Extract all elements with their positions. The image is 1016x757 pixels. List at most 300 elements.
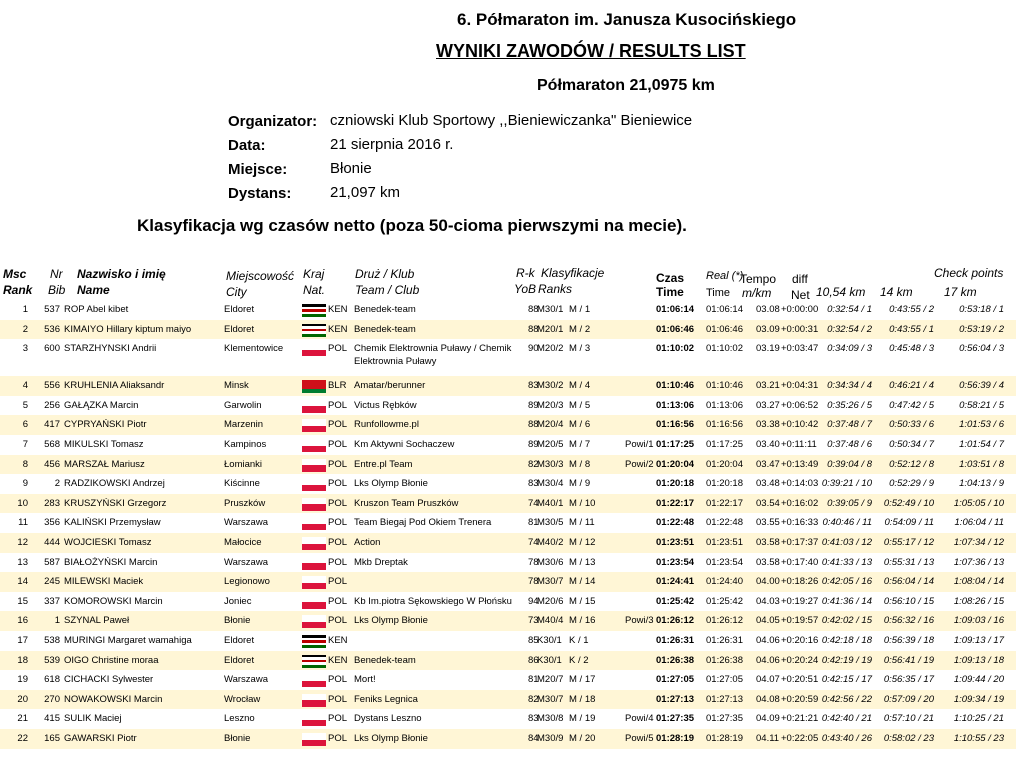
cell-cp2: 0:43:55 / 1: [889, 323, 934, 335]
cell-rk: 83: [528, 380, 539, 392]
cell-cp3: 0:53:19 / 2: [959, 323, 1004, 335]
cell-name: GAWARSKI Piotr: [64, 733, 137, 744]
col-rank: Rank: [3, 283, 33, 297]
col-nr: Nr: [50, 267, 63, 281]
cell-cp1: 0:41:33 / 13: [821, 556, 872, 568]
cell-name: MARSZAŁ Mariusz: [64, 458, 145, 470]
cell-cp2: 0:54:09 / 11: [884, 517, 934, 529]
cell-nat: POL: [328, 713, 348, 725]
cell-cat: M20/6: [537, 595, 564, 607]
cell-cat: M20/5: [537, 439, 564, 450]
cell-nat: KEN: [328, 323, 348, 335]
cell-city: Eldoret: [224, 304, 255, 315]
cell-gen: M / 14: [569, 576, 596, 588]
cell-city: Warszawa: [224, 674, 268, 686]
cell-cat: M30/8: [537, 713, 564, 725]
cell-real: 01:26:31: [706, 635, 743, 646]
cell-nr: 283: [44, 497, 60, 509]
flag-pol-icon: [302, 733, 326, 746]
cell-diff: +0:18:26: [781, 576, 819, 588]
cell-cp2: 0:52:12 / 8: [889, 458, 934, 470]
cell-cat: M30/2: [537, 380, 564, 392]
cell-msc: 14: [17, 576, 28, 588]
cell-city: Marzenin: [224, 419, 264, 431]
flag-pol-icon: [302, 694, 326, 707]
cell-cat: M20/3: [537, 399, 564, 411]
cell-msc: 12: [17, 537, 28, 548]
event-title: 6. Półmaraton im. Janusza Kusocińskiego: [457, 10, 797, 29]
cell-diff: +0:19:57: [781, 615, 819, 627]
cell-nat: POL: [328, 595, 348, 607]
cell-tempo: 04.00: [756, 576, 780, 588]
cell-cat: K30/1: [537, 635, 562, 646]
cell-name: NOWAKOWSKI Marcin: [64, 693, 163, 705]
cell-cp1: 0:37:48 / 7: [827, 419, 872, 431]
cell-club: Benedek-team: [354, 304, 416, 315]
cell-nat: POL: [328, 478, 348, 490]
cell-name: MILEWSKI Maciek: [64, 576, 144, 588]
cell-city: Kampinos: [224, 439, 267, 450]
col-cp1: 10,54 km: [816, 285, 866, 299]
cell-rk: 83: [528, 713, 539, 725]
col-real: Real (*): [706, 270, 744, 282]
result-row: [0, 709, 1016, 729]
cell-time: 01:10:46: [656, 380, 695, 392]
cell-nat: POL: [328, 733, 348, 744]
cell-cp2: 0:46:21 / 4: [889, 380, 934, 392]
result-row: [0, 572, 1016, 592]
result-row: [0, 690, 1016, 710]
cell-name: CYPRYAŃSKI Piotr: [64, 419, 147, 431]
col-klas: Klasyfikacje: [541, 266, 605, 280]
cell-name: KRUHLENIA Aliaksandr: [64, 380, 165, 392]
result-row: [0, 494, 1016, 514]
result-row: [0, 533, 1016, 553]
cell-name: KALIŃSKI Przemysław: [64, 517, 161, 529]
cell-cp3: 1:10:25 / 21: [953, 713, 1004, 725]
cell-cat: M30/6: [537, 556, 564, 568]
cell-tempo: 04.03: [756, 595, 780, 607]
result-row: [0, 553, 1016, 573]
cell-diff: +0:06:52: [781, 399, 819, 411]
cell-cp1: 0:41:03 / 12: [821, 537, 872, 548]
cell-name: SULIK Maciej: [64, 713, 122, 725]
cell-gen: M / 18: [569, 693, 596, 705]
cell-club: Mkb Dreptak: [354, 556, 408, 568]
cell-cp3: 1:08:26 / 15: [953, 595, 1004, 607]
flag-pol-icon: [302, 478, 326, 491]
cell-tempo: 03.58: [756, 537, 780, 548]
flag-ken-icon: [302, 304, 326, 317]
flag-pol-icon: [302, 674, 326, 687]
cell-diff: +0:17:37: [781, 537, 819, 548]
result-row: [0, 651, 1016, 671]
cell-gen: M / 6: [569, 419, 591, 431]
col-name-en: Name: [77, 283, 110, 297]
result-row: [0, 396, 1016, 416]
cell-club: Kruszon Team Pruszków: [354, 497, 459, 509]
cell-cp3: 1:07:34 / 12: [953, 537, 1004, 548]
cell-diff: +0:22:05: [781, 733, 819, 744]
cell-nr: 556: [44, 380, 60, 392]
flag-pol-icon: [302, 439, 326, 452]
place-value: Błonie: [330, 160, 372, 177]
date-label: Data:: [228, 137, 266, 154]
cell-rk: 73: [528, 615, 539, 627]
flag-pol-icon: [302, 576, 326, 589]
cell-club: Benedek-team: [354, 654, 416, 666]
cell-rk: 88: [528, 323, 539, 335]
cell-nat: KEN: [328, 304, 348, 315]
cell-extra: Powi/3: [625, 615, 654, 627]
cell-cp3: 1:09:13 / 18: [953, 654, 1004, 666]
cell-cp3: 0:56:04 / 3: [959, 343, 1004, 355]
cell-nr: 587: [44, 556, 60, 568]
cell-msc: 3: [22, 343, 28, 355]
result-row: [0, 670, 1016, 690]
cell-club: Dystans Leszno: [354, 713, 422, 725]
cell-msc: 20: [17, 693, 28, 705]
cell-extra: Powi/5: [625, 733, 654, 744]
cell-time: 01:27:13: [656, 693, 695, 705]
cell-tempo: 04.07: [756, 674, 780, 686]
cell-cp1: 0:35:26 / 5: [827, 399, 872, 411]
cell-cp2: 0:56:39 / 18: [883, 635, 934, 646]
cell-real: 01:22:17: [706, 497, 743, 509]
col-cp2: 14 km: [880, 285, 913, 299]
cell-nat: POL: [328, 343, 348, 355]
cell-diff: +0:20:59: [781, 693, 819, 705]
cell-cp3: 1:01:54 / 7: [959, 439, 1004, 450]
flag-pol-icon: [302, 596, 326, 609]
flag-pol-icon: [302, 517, 326, 530]
col-name-pl: Nazwisko i imię: [77, 267, 166, 281]
cell-nat: POL: [328, 399, 348, 411]
cell-cp3: 1:01:53 / 6: [959, 419, 1004, 431]
cell-cp3: 1:07:36 / 13: [953, 556, 1004, 568]
cell-rk: 90: [528, 343, 539, 355]
cell-msc: 16: [17, 615, 28, 627]
cell-rk: 88: [528, 304, 539, 315]
flag-ken-icon: [302, 324, 326, 337]
cell-city: Leszno: [224, 713, 255, 725]
cell-cp1: 0:42:40 / 21: [821, 713, 872, 725]
cell-tempo: 04.09: [756, 713, 780, 725]
cell-rk: 78: [528, 576, 539, 588]
cell-cat: M40/2: [537, 537, 564, 548]
cell-real: 01:17:25: [706, 439, 743, 450]
cell-club: Feniks Legnica: [354, 693, 418, 705]
cell-cp1: 0:42:05 / 16: [821, 576, 872, 588]
cell-rk: 94: [528, 595, 539, 607]
cell-tempo: 03.21: [756, 380, 780, 392]
cell-real: 01:27:05: [706, 674, 743, 686]
cell-time: 01:26:12: [656, 615, 695, 627]
race-name: Półmaraton 21,0975 km: [537, 77, 715, 94]
cell-cat: M30/5: [537, 517, 564, 529]
cell-cp3: 1:03:51 / 8: [959, 458, 1004, 470]
cell-tempo: 04.06: [756, 654, 780, 666]
cell-diff: +0:19:27: [781, 595, 819, 607]
cell-cp2: 0:56:04 / 14: [883, 576, 934, 588]
cell-time: 01:25:42: [656, 595, 695, 607]
cell-extra: Powi/4: [625, 713, 654, 725]
cell-nr: 536: [44, 323, 60, 335]
cell-real: 01:20:18: [706, 478, 743, 490]
cell-nat: POL: [328, 537, 348, 548]
cell-msc: 5: [22, 399, 28, 411]
cell-msc: 4: [22, 380, 28, 392]
cell-cat: M30/4: [537, 478, 564, 490]
flag-pol-icon: [302, 557, 326, 570]
cell-real: 01:25:42: [706, 595, 743, 607]
cell-diff: +0:10:42: [781, 419, 819, 431]
cell-cp3: 0:56:39 / 4: [959, 380, 1004, 392]
cell-cp3: 1:09:44 / 20: [953, 674, 1004, 686]
cell-city: Garwolin: [224, 399, 262, 411]
cell-nr: 356: [44, 517, 60, 529]
cell-gen: M / 9: [569, 478, 591, 490]
cell-real: 01:23:54: [706, 556, 743, 568]
cell-name: MIKULSKI Tomasz: [64, 439, 144, 450]
cell-nat: POL: [328, 556, 348, 568]
cell-gen: M / 11: [569, 517, 595, 529]
col-club-pl: Druż / Klub: [355, 267, 415, 281]
cell-nat: KEN: [328, 654, 348, 666]
cell-city: Minsk: [224, 380, 249, 392]
cell-diff: +0:20:51: [781, 674, 819, 686]
cell-city: Warszawa: [224, 556, 268, 568]
cell-time: 01:28:19: [656, 733, 695, 744]
cell-cp1: 0:42:02 / 15: [821, 615, 872, 627]
cell-tempo: 03.47: [756, 458, 780, 470]
cell-rk: 74: [528, 497, 539, 509]
cell-gen: K / 2: [569, 654, 589, 666]
cell-time: 01:26:38: [656, 654, 695, 666]
cell-msc: 7: [22, 439, 28, 450]
cell-cp3: 1:10:55 / 23: [953, 733, 1004, 744]
cell-city: Kiścinne: [224, 478, 260, 490]
cell-gen: M / 15: [569, 595, 596, 607]
cell-diff: +0:03:47: [781, 343, 819, 355]
cell-tempo: 04.08: [756, 693, 780, 705]
cell-cp1: 0:34:09 / 3: [827, 343, 872, 355]
cell-gen: M / 3: [569, 343, 591, 355]
cell-time: 01:06:14: [656, 304, 695, 315]
cell-gen: M / 10: [569, 497, 596, 509]
cell-name: SZYNAL Paweł: [64, 615, 130, 627]
col-cp3: 17 km: [944, 285, 977, 299]
cell-cp1: 0:40:46 / 11: [822, 517, 872, 529]
result-row: [0, 320, 1016, 340]
cell-time: 01:23:54: [656, 556, 695, 568]
col-yob: YoB: [514, 282, 537, 296]
classification-title: Klasyfikacja wg czasów netto (poza 50-cioma pierwszymi na mecie).: [137, 216, 687, 235]
cell-nr: 337: [44, 595, 60, 607]
cell-rk: 82: [528, 693, 539, 705]
cell-cp3: 0:58:21 / 5: [959, 399, 1004, 411]
cell-gen: M / 12: [569, 537, 596, 548]
cell-rk: 86: [528, 654, 539, 666]
cell-nat: POL: [328, 615, 348, 627]
flag-pol-icon: [302, 498, 326, 511]
cell-cp1: 0:32:54 / 1: [827, 304, 872, 315]
cell-club: Mort!: [354, 674, 376, 686]
flag-blr-icon: [302, 380, 326, 393]
organizer-label: Organizator:: [228, 113, 318, 130]
distance-label: Dystans:: [228, 185, 292, 202]
cell-tempo: 03.08: [756, 304, 780, 315]
cell-real: 01:26:12: [706, 615, 743, 627]
result-row: [0, 611, 1016, 631]
cell-msc: 17: [17, 635, 28, 646]
cell-time: 01:13:06: [656, 399, 695, 411]
cell-msc: 8: [22, 458, 28, 470]
cell-name: WOJCIESKI Tomasz: [64, 537, 152, 548]
cell-diff: +0:04:31: [781, 380, 819, 392]
cell-club: Entre.pl Team: [354, 458, 413, 470]
cell-cp2: 0:57:10 / 21: [883, 713, 934, 725]
cell-cp2: 0:45:48 / 3: [889, 343, 934, 355]
cell-name: MURINGI Margaret wamahiga: [64, 635, 192, 646]
flag-pol-icon: [302, 713, 326, 726]
col-diff: diff: [792, 272, 808, 286]
cell-cp2: 0:56:41 / 19: [883, 654, 934, 666]
cell-nr: 600: [44, 343, 60, 355]
cell-gen: M / 2: [569, 323, 591, 335]
cell-cp3: 1:05:05 / 10: [953, 497, 1004, 509]
cell-real: 01:27:35: [706, 713, 743, 725]
cell-club: Lks Olymp Błonie: [354, 478, 428, 490]
cell-nr: 245: [44, 576, 60, 588]
cell-diff: +0:00:00: [781, 304, 819, 315]
cell-extra: Powi/2: [625, 458, 654, 470]
cell-tempo: 04.11: [756, 733, 780, 744]
col-nat-pl: Kraj: [303, 267, 325, 281]
results-title: WYNIKI ZAWODÓW / RESULTS LIST: [436, 41, 746, 61]
cell-gen: M / 19: [569, 713, 596, 725]
cell-cp2: 0:52:29 / 9: [889, 478, 934, 490]
cell-time: 01:20:18: [656, 478, 695, 490]
cell-cat: M20/4: [537, 419, 564, 431]
cell-nr: 165: [44, 733, 60, 744]
cell-name: OIGO Christine moraa: [64, 654, 159, 666]
date-value: 21 sierpnia 2016 r.: [330, 136, 454, 153]
cell-msc: 22: [17, 733, 28, 744]
cell-nr: 456: [44, 458, 60, 470]
cell-tempo: 03.54: [756, 497, 780, 509]
cell-cp1: 0:42:56 / 22: [821, 693, 872, 705]
cell-gen: M / 5: [569, 399, 591, 411]
cell-cp1: 0:42:18 / 18: [821, 635, 872, 646]
cell-time: 01:10:02: [656, 343, 695, 355]
cell-real: 01:10:46: [706, 380, 743, 392]
cell-city: Małocice: [224, 537, 262, 548]
cell-nr: 415: [44, 713, 60, 725]
place-label: Miejsce:: [228, 161, 288, 178]
cell-name: KRUSZYŃSKI Grzegorz: [64, 497, 167, 509]
cell-tempo: 03.40: [756, 439, 780, 450]
result-row: [0, 631, 1016, 651]
cell-club: Lks Olymp Błonie: [354, 733, 428, 744]
cell-real: 01:06:14: [706, 304, 743, 315]
cell-tempo: 03.58: [756, 556, 780, 568]
col-checkpoints: Check points: [934, 266, 1004, 280]
flag-ken-icon: [302, 635, 326, 648]
result-row: [0, 300, 1016, 320]
cell-cat: M30/7: [537, 576, 564, 588]
cell-club: Team Biegaj Pod Okiem Trenera: [354, 517, 492, 529]
cell-rk: 74: [528, 537, 539, 548]
result-row: [0, 455, 1016, 475]
cell-nat: POL: [328, 576, 348, 588]
cell-cat: M20/2: [537, 343, 564, 355]
cell-nat: POL: [328, 517, 348, 529]
cell-gen: M / 4: [569, 380, 591, 392]
cell-city: Joniec: [224, 595, 252, 607]
cell-city: Pruszków: [224, 497, 266, 509]
cell-tempo: 03.38: [756, 419, 780, 431]
cell-cp3: 1:09:34 / 19: [953, 693, 1004, 705]
cell-cp1: 0:34:34 / 4: [827, 380, 872, 392]
cell-club-line2: Elektrownia Puławy: [354, 356, 437, 368]
cell-rk: 81: [528, 674, 539, 686]
cell-msc: 11: [18, 517, 28, 529]
cell-rk: 89: [528, 399, 539, 411]
col-ranks: Ranks: [538, 282, 573, 296]
cell-cp2: 0:47:42 / 5: [889, 399, 934, 411]
cell-cp3: 0:53:18 / 1: [959, 304, 1004, 315]
cell-city: Wrocław: [224, 693, 261, 705]
cell-real: 01:13:06: [706, 399, 743, 411]
cell-club: Runfollowme.pl: [354, 419, 419, 431]
cell-diff: +0:13:49: [781, 458, 819, 470]
cell-nat: BLR: [328, 380, 347, 392]
cell-gen: M / 16: [569, 615, 596, 627]
cell-city: Eldoret: [224, 654, 255, 666]
cell-cp2: 0:56:10 / 15: [883, 595, 934, 607]
cell-club: Kb Im.piotra Sękowskiego W Płońsku: [354, 595, 512, 607]
cell-real: 01:20:04: [706, 458, 743, 470]
flag-pol-icon: [302, 459, 326, 472]
cell-time: 01:06:46: [656, 323, 695, 335]
cell-name: KOMOROWSKI Marcin: [64, 595, 163, 607]
cell-rk: 78: [528, 556, 539, 568]
cell-cp1: 0:42:19 / 19: [821, 654, 872, 666]
results-table-body: [0, 300, 1016, 744]
cell-nr: 417: [44, 419, 60, 431]
cell-cp2: 0:50:34 / 7: [889, 439, 934, 450]
cell-gen: M / 20: [569, 733, 596, 744]
cell-cp1: 0:37:48 / 6: [827, 439, 872, 450]
col-bib: Bib: [48, 283, 66, 297]
cell-diff: +0:21:21: [781, 713, 819, 725]
cell-name: GAŁĄZKA Marcin: [64, 399, 139, 411]
cell-gen: M / 1: [569, 304, 591, 315]
col-time: Time: [656, 285, 684, 299]
cell-cp2: 0:58:02 / 23: [883, 733, 934, 744]
cell-nr: 568: [44, 439, 60, 450]
distance-value: 21,097 km: [330, 184, 401, 201]
flag-pol-icon: [302, 419, 326, 432]
cell-nat: POL: [328, 439, 348, 450]
cell-time: 01:20:04: [656, 458, 695, 470]
col-rk: R-k: [516, 266, 535, 280]
cell-tempo: 03.48: [756, 478, 780, 490]
cell-time: 01:22:17: [656, 497, 695, 509]
cell-gen: M / 13: [569, 556, 596, 568]
cell-cp2: 0:56:35 / 17: [883, 674, 934, 686]
